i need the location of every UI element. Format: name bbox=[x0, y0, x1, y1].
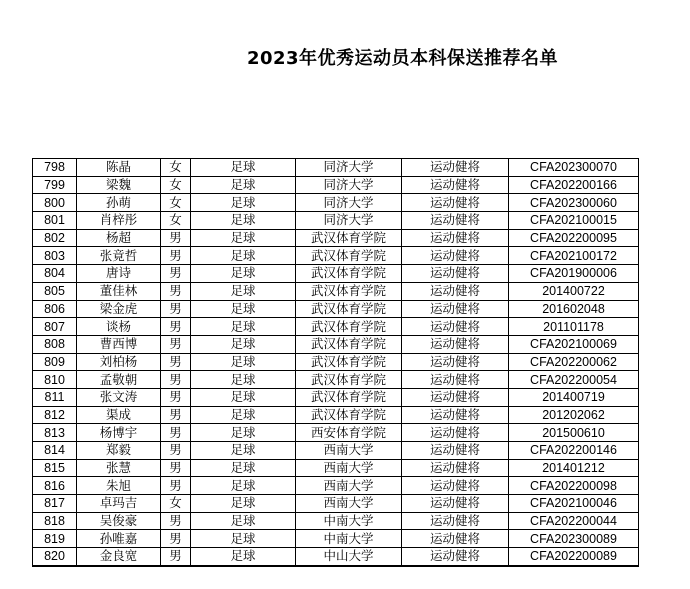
certificate-code: CFA202200146 bbox=[509, 442, 639, 460]
athlete-name: 郑毅 bbox=[77, 442, 161, 460]
athlete-level: 运动健将 bbox=[402, 495, 509, 513]
athlete-sport: 足球 bbox=[191, 512, 296, 530]
athlete-sport: 足球 bbox=[191, 388, 296, 406]
recommended-school: 武汉体育学院 bbox=[296, 371, 402, 389]
certificate-code: CFA202100015 bbox=[509, 212, 639, 230]
recommended-school: 武汉体育学院 bbox=[296, 318, 402, 336]
athlete-level: 运动健将 bbox=[402, 512, 509, 530]
recommended-school: 中南大学 bbox=[296, 512, 402, 530]
athlete-level: 运动健将 bbox=[402, 548, 509, 566]
table-row bbox=[33, 406, 639, 424]
row-number: 808 bbox=[33, 335, 77, 353]
recommended-school: 武汉体育学院 bbox=[296, 353, 402, 371]
athlete-sport: 足球 bbox=[191, 495, 296, 513]
recommended-school: 武汉体育学院 bbox=[296, 265, 402, 283]
roster-body bbox=[33, 159, 639, 566]
recommended-school: 同济大学 bbox=[296, 194, 402, 212]
recommended-school: 同济大学 bbox=[296, 212, 402, 230]
row-number: 805 bbox=[33, 282, 77, 300]
athlete-name: 孙唯嘉 bbox=[77, 530, 161, 548]
athlete-name: 吴俊豪 bbox=[77, 512, 161, 530]
table-row bbox=[33, 353, 639, 371]
athlete-level: 运动健将 bbox=[402, 300, 509, 318]
recommended-school: 武汉体育学院 bbox=[296, 282, 402, 300]
athlete-sport: 足球 bbox=[191, 459, 296, 477]
athlete-name: 渠成 bbox=[77, 406, 161, 424]
athlete-gender: 男 bbox=[161, 459, 191, 477]
athlete-name: 唐诗 bbox=[77, 265, 161, 283]
athlete-level: 运动健将 bbox=[402, 318, 509, 336]
athlete-name: 杨博宇 bbox=[77, 424, 161, 442]
athlete-gender: 女 bbox=[161, 212, 191, 230]
athlete-gender: 女 bbox=[161, 159, 191, 177]
table-row bbox=[33, 318, 639, 336]
athlete-gender: 男 bbox=[161, 335, 191, 353]
table-row bbox=[33, 212, 639, 230]
table-row bbox=[33, 530, 639, 548]
athlete-name: 谈杨 bbox=[77, 318, 161, 336]
recommended-school: 武汉体育学院 bbox=[296, 229, 402, 247]
athlete-level: 运动健将 bbox=[402, 335, 509, 353]
athlete-sport: 足球 bbox=[191, 194, 296, 212]
certificate-code: CFA202100046 bbox=[509, 495, 639, 513]
athlete-gender: 男 bbox=[161, 265, 191, 283]
athlete-name: 肖梓彤 bbox=[77, 212, 161, 230]
recommended-school: 西南大学 bbox=[296, 459, 402, 477]
athlete-gender: 男 bbox=[161, 229, 191, 247]
athlete-sport: 足球 bbox=[191, 282, 296, 300]
athlete-name: 孟敬朝 bbox=[77, 371, 161, 389]
certificate-code: CFA202200089 bbox=[509, 548, 639, 566]
table-row bbox=[33, 548, 639, 566]
table-row bbox=[33, 194, 639, 212]
athlete-level: 运动健将 bbox=[402, 442, 509, 460]
certificate-code: CFA202200098 bbox=[509, 477, 639, 495]
athlete-level: 运动健将 bbox=[402, 353, 509, 371]
row-number: 802 bbox=[33, 229, 77, 247]
athlete-name: 刘柏杨 bbox=[77, 353, 161, 371]
athlete-level: 运动健将 bbox=[402, 371, 509, 389]
certificate-code: 201400722 bbox=[509, 282, 639, 300]
athlete-name: 金良宽 bbox=[77, 548, 161, 566]
certificate-code: CFA202200054 bbox=[509, 371, 639, 389]
row-number: 811 bbox=[33, 388, 77, 406]
row-number: 813 bbox=[33, 424, 77, 442]
table-row bbox=[33, 229, 639, 247]
recommended-school: 中山大学 bbox=[296, 548, 402, 566]
certificate-code: CFA202300070 bbox=[509, 159, 639, 177]
certificate-code: 201401212 bbox=[509, 459, 639, 477]
table-row bbox=[33, 247, 639, 265]
row-number: 815 bbox=[33, 459, 77, 477]
athlete-level: 运动健将 bbox=[402, 212, 509, 230]
athlete-sport: 足球 bbox=[191, 442, 296, 460]
athlete-level: 运动健将 bbox=[402, 159, 509, 177]
athlete-name: 卓玛吉 bbox=[77, 495, 161, 513]
row-number: 817 bbox=[33, 495, 77, 513]
athlete-sport: 足球 bbox=[191, 300, 296, 318]
athlete-sport: 足球 bbox=[191, 176, 296, 194]
athlete-sport: 足球 bbox=[191, 335, 296, 353]
certificate-code: CFA202100172 bbox=[509, 247, 639, 265]
recommended-school: 西南大学 bbox=[296, 477, 402, 495]
athlete-name: 陈晶 bbox=[77, 159, 161, 177]
row-number: 799 bbox=[33, 176, 77, 194]
certificate-code: CFA202300089 bbox=[509, 530, 639, 548]
athlete-name: 梁魏 bbox=[77, 176, 161, 194]
certificate-code: CFA202200095 bbox=[509, 229, 639, 247]
certificate-code: CFA202100069 bbox=[509, 335, 639, 353]
table-row bbox=[33, 159, 639, 177]
row-number: 810 bbox=[33, 371, 77, 389]
athlete-name: 杨超 bbox=[77, 229, 161, 247]
athlete-sport: 足球 bbox=[191, 247, 296, 265]
athlete-level: 运动健将 bbox=[402, 265, 509, 283]
athlete-gender: 女 bbox=[161, 495, 191, 513]
athlete-name: 朱旭 bbox=[77, 477, 161, 495]
certificate-code: 201500610 bbox=[509, 424, 639, 442]
athlete-level: 运动健将 bbox=[402, 194, 509, 212]
athlete-level: 运动健将 bbox=[402, 406, 509, 424]
athlete-level: 运动健将 bbox=[402, 282, 509, 300]
athlete-level: 运动健将 bbox=[402, 176, 509, 194]
recommended-school: 武汉体育学院 bbox=[296, 247, 402, 265]
table-row bbox=[33, 176, 639, 194]
athlete-name: 曹西博 bbox=[77, 335, 161, 353]
recommended-school: 同济大学 bbox=[296, 159, 402, 177]
athlete-gender: 女 bbox=[161, 176, 191, 194]
table-row bbox=[33, 459, 639, 477]
row-number: 807 bbox=[33, 318, 77, 336]
athlete-name: 孙萌 bbox=[77, 194, 161, 212]
row-number: 809 bbox=[33, 353, 77, 371]
athlete-sport: 足球 bbox=[191, 318, 296, 336]
athlete-sport: 足球 bbox=[191, 353, 296, 371]
table-row bbox=[33, 495, 639, 513]
table-row bbox=[33, 388, 639, 406]
row-number: 820 bbox=[33, 548, 77, 566]
table-row bbox=[33, 477, 639, 495]
table-row bbox=[33, 424, 639, 442]
recommended-school: 同济大学 bbox=[296, 176, 402, 194]
certificate-code: CFA201900006 bbox=[509, 265, 639, 283]
athlete-sport: 足球 bbox=[191, 477, 296, 495]
certificate-code: CFA202200062 bbox=[509, 353, 639, 371]
athlete-level: 运动健将 bbox=[402, 477, 509, 495]
recommended-school: 西安体育学院 bbox=[296, 424, 402, 442]
recommended-school: 武汉体育学院 bbox=[296, 406, 402, 424]
document-title: 2023年优秀运动员本科保送推荐名单 bbox=[246, 48, 559, 69]
athlete-name: 梁金虎 bbox=[77, 300, 161, 318]
recommended-school: 中南大学 bbox=[296, 530, 402, 548]
athlete-name: 张竟哲 bbox=[77, 247, 161, 265]
certificate-code: 201602048 bbox=[509, 300, 639, 318]
certificate-code: 201202062 bbox=[509, 406, 639, 424]
athlete-gender: 男 bbox=[161, 477, 191, 495]
table-row bbox=[33, 442, 639, 460]
athlete-gender: 男 bbox=[161, 300, 191, 318]
athlete-gender: 男 bbox=[161, 548, 191, 566]
table-row bbox=[33, 300, 639, 318]
athlete-gender: 男 bbox=[161, 353, 191, 371]
athlete-gender: 男 bbox=[161, 512, 191, 530]
athlete-gender: 女 bbox=[161, 194, 191, 212]
athlete-sport: 足球 bbox=[191, 159, 296, 177]
athlete-sport: 足球 bbox=[191, 406, 296, 424]
athlete-sport: 足球 bbox=[191, 212, 296, 230]
row-number: 803 bbox=[33, 247, 77, 265]
row-number: 819 bbox=[33, 530, 77, 548]
athlete-gender: 男 bbox=[161, 318, 191, 336]
row-number: 814 bbox=[33, 442, 77, 460]
athlete-sport: 足球 bbox=[191, 229, 296, 247]
row-number: 801 bbox=[33, 212, 77, 230]
certificate-code: 201101178 bbox=[509, 318, 639, 336]
athlete-gender: 男 bbox=[161, 406, 191, 424]
table-row bbox=[33, 512, 639, 530]
athlete-level: 运动健将 bbox=[402, 530, 509, 548]
athlete-gender: 男 bbox=[161, 530, 191, 548]
athlete-level: 运动健将 bbox=[402, 459, 509, 477]
athlete-gender: 男 bbox=[161, 282, 191, 300]
row-number: 800 bbox=[33, 194, 77, 212]
row-number: 798 bbox=[33, 159, 77, 177]
roster-table bbox=[32, 158, 639, 567]
table-row bbox=[33, 371, 639, 389]
recommended-school: 武汉体育学院 bbox=[296, 335, 402, 353]
recommended-school: 武汉体育学院 bbox=[296, 388, 402, 406]
row-number: 816 bbox=[33, 477, 77, 495]
row-number: 818 bbox=[33, 512, 77, 530]
row-number: 812 bbox=[33, 406, 77, 424]
table-row bbox=[33, 282, 639, 300]
athlete-gender: 男 bbox=[161, 388, 191, 406]
certificate-code: CFA202200166 bbox=[509, 176, 639, 194]
recommended-school: 西南大学 bbox=[296, 495, 402, 513]
recommended-school: 武汉体育学院 bbox=[296, 300, 402, 318]
athlete-gender: 男 bbox=[161, 247, 191, 265]
athlete-level: 运动健将 bbox=[402, 229, 509, 247]
athlete-sport: 足球 bbox=[191, 424, 296, 442]
athlete-gender: 男 bbox=[161, 424, 191, 442]
athlete-level: 运动健将 bbox=[402, 424, 509, 442]
certificate-code: CFA202200044 bbox=[509, 512, 639, 530]
athlete-gender: 男 bbox=[161, 442, 191, 460]
athlete-name: 张慧 bbox=[77, 459, 161, 477]
table-row bbox=[33, 335, 639, 353]
recommended-school: 西南大学 bbox=[296, 442, 402, 460]
row-number: 804 bbox=[33, 265, 77, 283]
certificate-code: CFA202300060 bbox=[509, 194, 639, 212]
athlete-sport: 足球 bbox=[191, 371, 296, 389]
table-row bbox=[33, 265, 639, 283]
athlete-name: 董佳林 bbox=[77, 282, 161, 300]
athlete-sport: 足球 bbox=[191, 265, 296, 283]
athlete-name: 张文涛 bbox=[77, 388, 161, 406]
athlete-sport: 足球 bbox=[191, 548, 296, 566]
row-number: 806 bbox=[33, 300, 77, 318]
athlete-gender: 男 bbox=[161, 371, 191, 389]
athlete-sport: 足球 bbox=[191, 530, 296, 548]
certificate-code: 201400719 bbox=[509, 388, 639, 406]
athlete-level: 运动健将 bbox=[402, 247, 509, 265]
athlete-level: 运动健将 bbox=[402, 388, 509, 406]
